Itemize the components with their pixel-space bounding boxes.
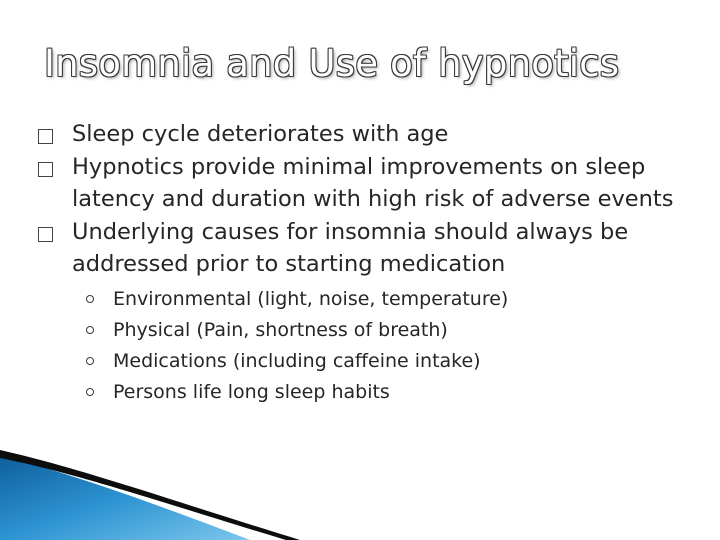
sub-bullet-item — [86, 315, 710, 346]
ring-bullet-icon — [86, 326, 94, 334]
sub-bullet-item — [86, 346, 710, 377]
bullet-text: Hypnotics provide minimal improvements on sleep latency and duration with high risk of adverse events — [72, 153, 674, 212]
empty-square-bullet-icon — [38, 227, 53, 242]
sub-bullet-text: Persons life long sleep habits — [113, 380, 390, 403]
sub-bullet-item — [86, 284, 710, 315]
bullet-item — [36, 118, 696, 151]
sub-bullet-text: Physical (Pain, shortness of breath) — [113, 318, 448, 341]
bullet-item — [36, 216, 696, 408]
bullet-text: Sleep cycle deteriorates with age — [72, 121, 449, 147]
sub-bullet-text: Environmental (light, noise, temperature) — [113, 287, 509, 310]
sub-bullet-text: Medications (including caffeine intake) — [113, 349, 481, 372]
empty-square-bullet-icon — [38, 162, 53, 177]
ring-bullet-icon — [86, 357, 94, 365]
empty-square-bullet-icon — [38, 129, 53, 144]
sub-bullet-list — [86, 284, 710, 408]
bullet-item — [36, 151, 696, 216]
sub-bullet-item — [86, 377, 710, 408]
bullet-text: Underlying causes for insomnia should always be addressed prior to starting medication — [72, 218, 629, 277]
slide-title: Insomnia and Use of hypnotics — [44, 42, 620, 85]
bullet-list — [36, 118, 696, 408]
ring-bullet-icon — [86, 295, 94, 303]
ring-bullet-icon — [86, 388, 94, 396]
